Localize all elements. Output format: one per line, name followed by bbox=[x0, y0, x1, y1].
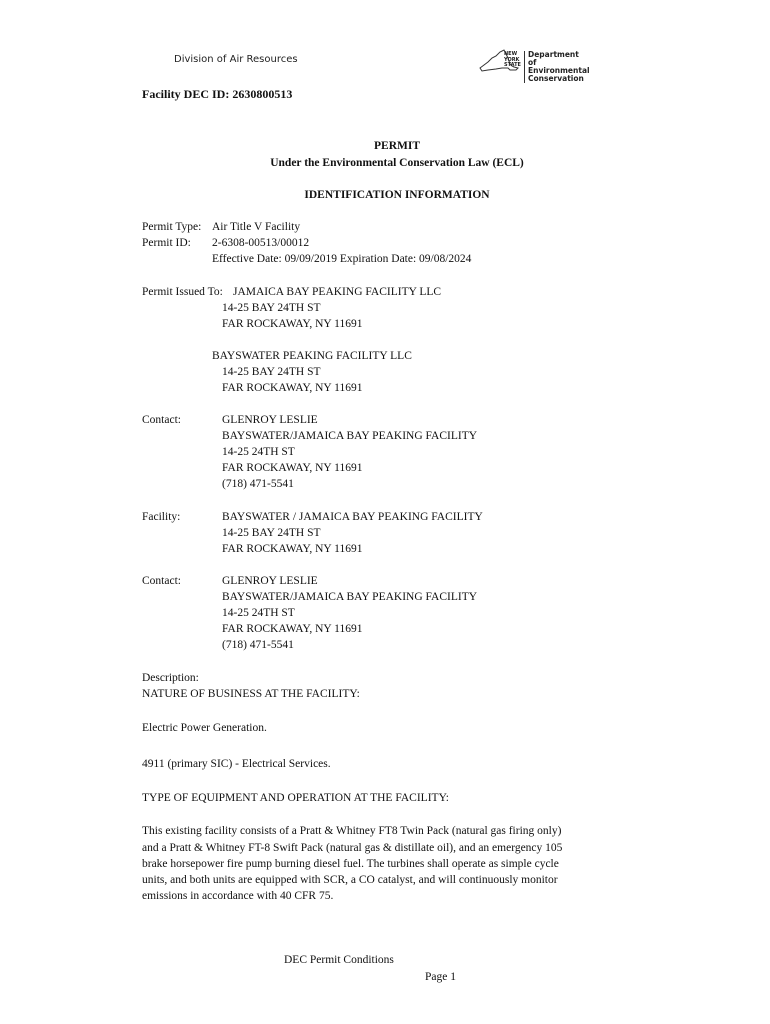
department-label: Department of Environmental Conservation bbox=[524, 51, 590, 83]
issued-to-address-line: FAR ROCKAWAY, NY 11691 bbox=[222, 318, 363, 330]
permit-id-label: Permit ID: bbox=[142, 237, 191, 249]
equipment-heading: TYPE OF EQUIPMENT AND OPERATION AT THE FACILITY: bbox=[142, 792, 450, 804]
equipment-paragraph-line: This existing facility consists of a Pratt & Whitney FT8 Twin Pack (natural gas firing only) bbox=[142, 825, 562, 837]
ny-state-label: NEW YORK STATE bbox=[504, 51, 521, 68]
equipment-paragraph-line: units, and both units are equipped with SCR, a CO catalyst, and will continuously monitor bbox=[142, 874, 558, 886]
page-number: Page 1 bbox=[425, 971, 456, 983]
equipment-paragraph-line: emissions in accordance with 40 CFR 75. bbox=[142, 890, 334, 902]
contact-line: GLENROY LESLIE bbox=[222, 575, 318, 587]
contact-line: FAR ROCKAWAY, NY 11691 bbox=[222, 623, 363, 635]
contact-label: Contact: bbox=[142, 414, 181, 426]
facility-line: BAYSWATER / JAMAICA BAY PEAKING FACILITY bbox=[222, 511, 483, 523]
contact-line: GLENROY LESLIE bbox=[222, 414, 318, 426]
description-label: Description: bbox=[142, 672, 199, 684]
permit-id-value: 2-6308-00513/00012 bbox=[212, 237, 310, 249]
division-header: Division of Air Resources bbox=[174, 54, 298, 65]
contact-line: BAYSWATER/JAMAICA BAY PEAKING FACILITY bbox=[222, 430, 478, 442]
issued-to-address-line: FAR ROCKAWAY, NY 11691 bbox=[222, 382, 363, 394]
equipment-paragraph-line: brake horsepower fire pump burning diesel fuel. The turbines shall operate as simple cycle bbox=[142, 858, 559, 870]
issued-to-name-2: BAYSWATER PEAKING FACILITY LLC bbox=[212, 350, 412, 362]
facility-dec-id: Facility DEC ID: 2630800513 bbox=[142, 87, 293, 101]
permit-type-value: Air Title V Facility bbox=[212, 221, 301, 233]
issued-to-label: Permit Issued To: bbox=[142, 286, 223, 298]
issued-to-address-line: 14-25 BAY 24TH ST bbox=[222, 366, 321, 378]
permit-type-label: Permit Type: bbox=[142, 221, 202, 233]
contact-line: BAYSWATER/JAMAICA BAY PEAKING FACILITY bbox=[222, 591, 478, 603]
contact-line: FAR ROCKAWAY, NY 11691 bbox=[222, 462, 363, 474]
footer-conditions: DEC Permit Conditions bbox=[284, 954, 394, 966]
permit-subtitle: Under the Environmental Conservation Law (ECL) bbox=[270, 157, 524, 169]
equipment-paragraph-line: and a Pratt & Whitney FT-8 Swift Pack (natural gas & distillate oil), and an emergency 105 bbox=[142, 842, 563, 854]
facility-line: FAR ROCKAWAY, NY 11691 bbox=[222, 543, 363, 555]
nature-heading: NATURE OF BUSINESS AT THE FACILITY: bbox=[142, 688, 360, 700]
issued-to-address-line: 14-25 BAY 24TH ST bbox=[222, 302, 321, 314]
identification-heading: IDENTIFICATION INFORMATION bbox=[304, 189, 490, 201]
facility-line: 14-25 BAY 24TH ST bbox=[222, 527, 321, 539]
nature-text: Electric Power Generation. bbox=[142, 722, 267, 734]
permit-title: PERMIT bbox=[374, 140, 420, 152]
sic-text: 4911 (primary SIC) - Electrical Services. bbox=[142, 758, 331, 770]
permit-dates: Effective Date: 09/09/2019 Expiration Date: 09/08/2024 bbox=[212, 253, 472, 265]
contact-phone: (718) 471-5541 bbox=[222, 639, 294, 651]
issued-to-name-1: JAMAICA BAY PEAKING FACILITY LLC bbox=[233, 286, 442, 298]
contact-phone: (718) 471-5541 bbox=[222, 478, 294, 490]
dec-logo bbox=[478, 48, 590, 83]
contact-line: 14-25 24TH ST bbox=[222, 446, 295, 458]
facility-label: Facility: bbox=[142, 511, 181, 523]
contact-label: Contact: bbox=[142, 575, 181, 587]
contact-line: 14-25 24TH ST bbox=[222, 607, 295, 619]
